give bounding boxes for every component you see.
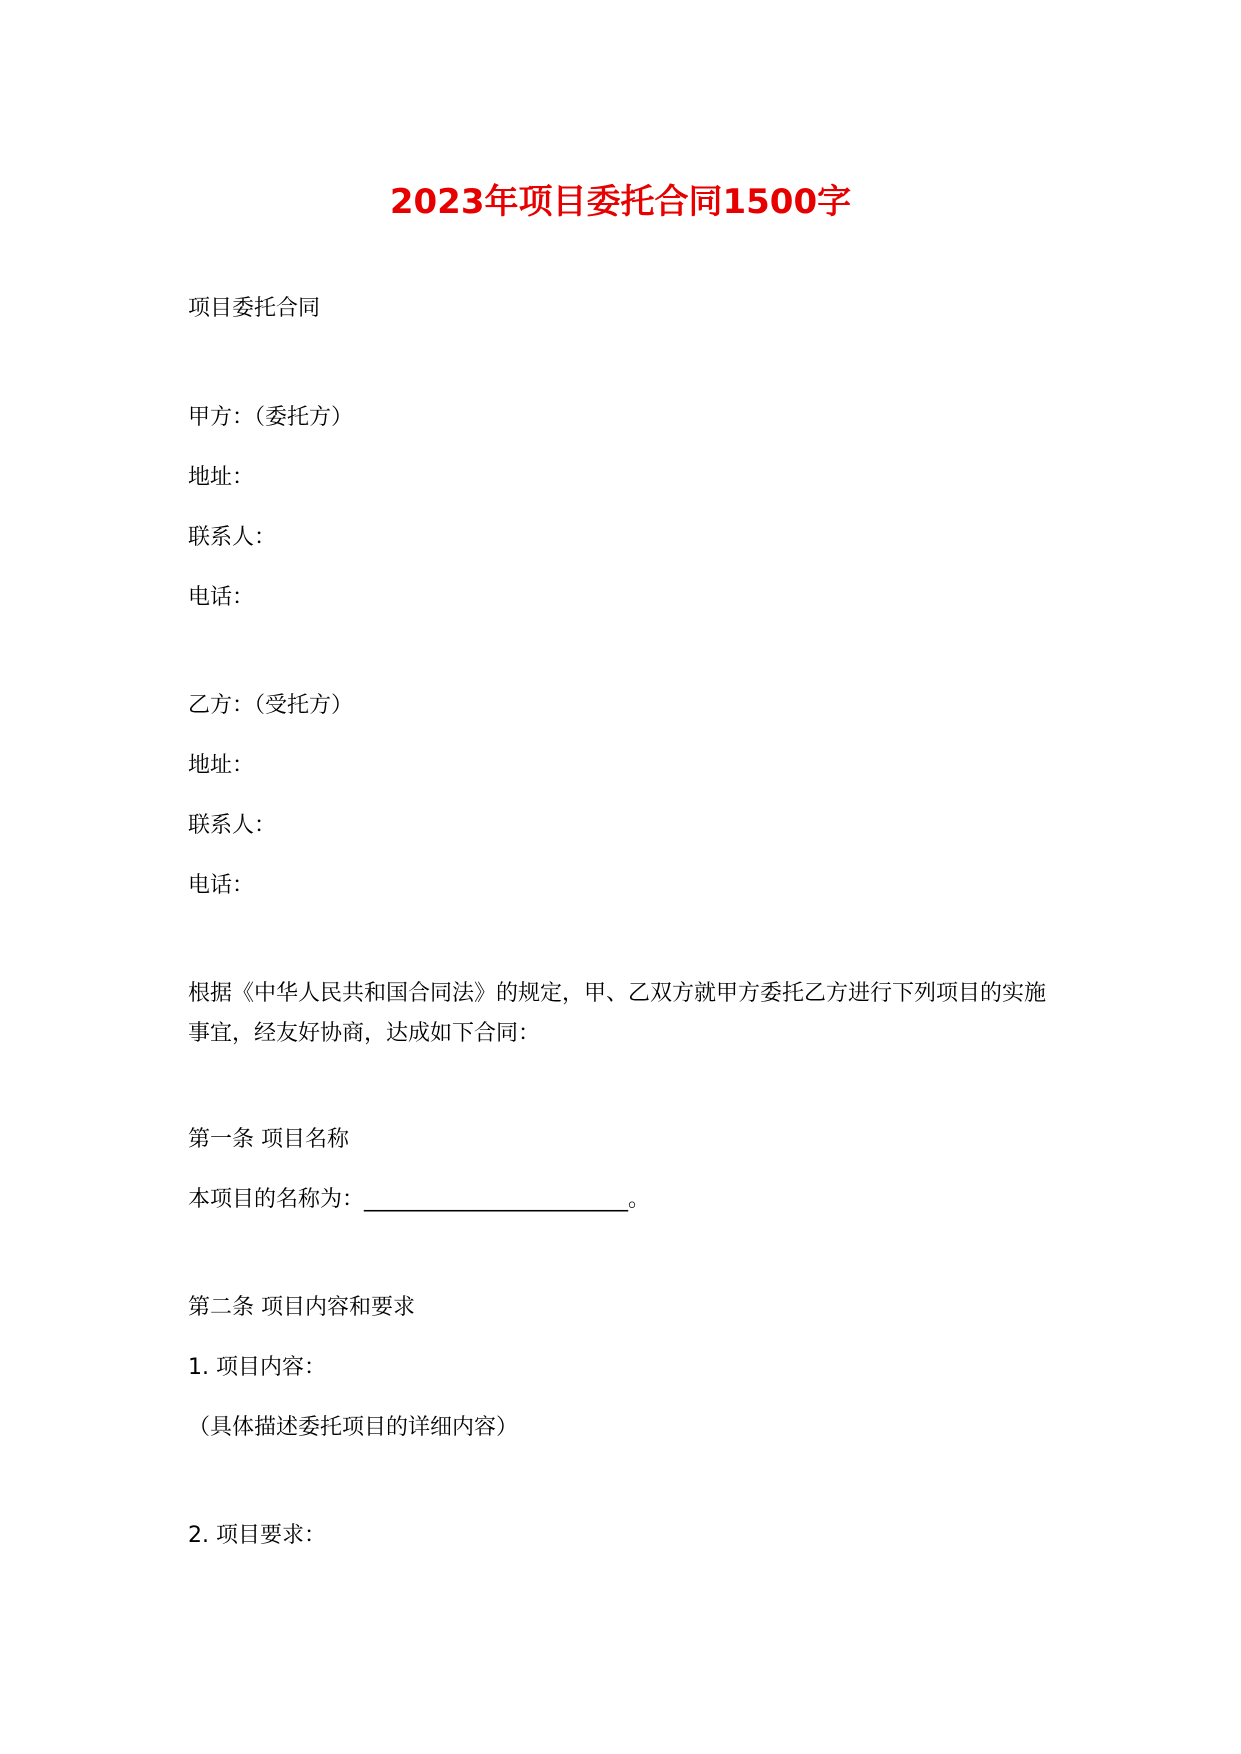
document-title: 2023年项目委托合同1500字 <box>389 182 852 222</box>
article-2-item-1-text: （具体描述委托项目的详细内容） <box>188 1415 519 1440</box>
article-2-item-2-label: 2. 项目要求： <box>188 1523 326 1548</box>
party-a-contact: 联系人： <box>188 525 277 550</box>
party-b-phone: 电话： <box>188 873 255 898</box>
article-1-heading: 第一条 项目名称 <box>188 1127 349 1152</box>
contract-subtitle: 项目委托合同 <box>188 296 321 321</box>
party-a-phone: 电话： <box>188 585 255 610</box>
party-a-address: 地址： <box>188 465 255 490</box>
article-1-text: 本项目的名称为：________________________。 <box>188 1187 651 1212</box>
preamble-paragraph: 根据《中华人民共和国合同法》的规定，甲、乙双方就甲方委托乙方进行下列项目的实施事宜，经友好协商，达成如下合同： <box>188 981 1047 1046</box>
party-b-heading: 乙方：（受托方） <box>188 693 354 718</box>
article-2-item-1-label: 1. 项目内容： <box>188 1355 326 1380</box>
party-b-contact: 联系人： <box>188 813 277 838</box>
party-a-heading: 甲方：（委托方） <box>188 405 354 430</box>
article-2-heading: 第二条 项目内容和要求 <box>188 1295 415 1320</box>
party-b-address: 地址： <box>188 753 255 778</box>
